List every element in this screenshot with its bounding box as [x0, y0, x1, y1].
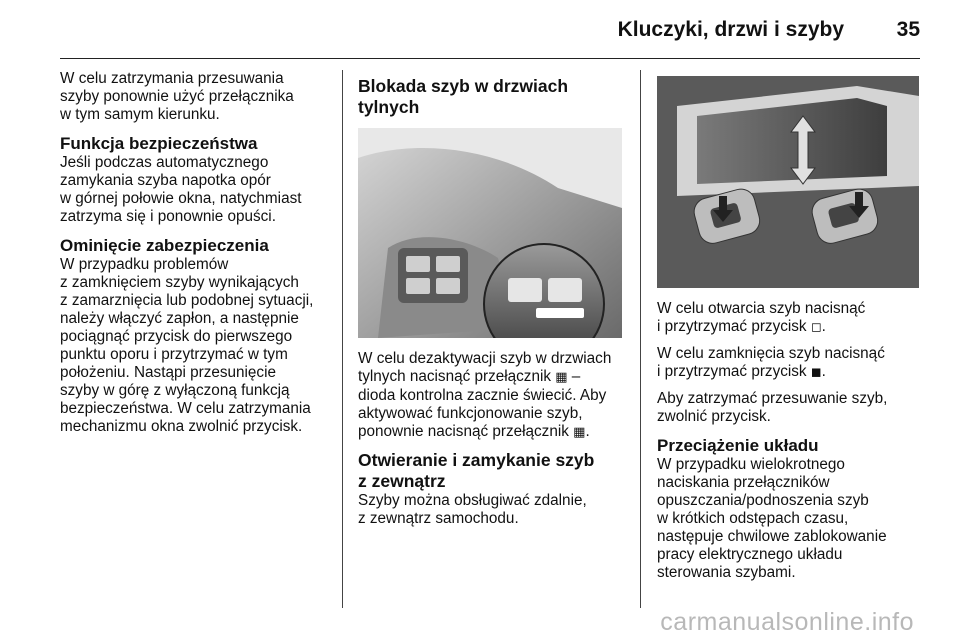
paragraph: W przypadku wielokrotnego naciskania przełączników opuszczania/podnoszenia szyb w krótkich odstępach czasu, następuje chwilowe zablokowanie pracy elektrycznego układu sterowania szybami. — [657, 456, 887, 581]
column-right — [657, 300, 922, 590]
paragraph: Jeśli podczas automatycznego zamykania szyba napotka opór w górnej połowie okna, natychmiast zatrzyma się i ponownie opuści. — [60, 154, 302, 225]
column-divider — [342, 70, 343, 608]
section-heading: Ominięcie zabezpieczenia — [60, 236, 269, 255]
watermark: carmanualsonline.info — [660, 608, 914, 636]
paragraph: W celu zamknięcia szyb nacisnąć i przytrzymać przycisk ◼. — [657, 345, 885, 380]
column-middle — [358, 76, 626, 124]
section-heading: Funkcja bezpieczeństwa — [60, 134, 258, 153]
paragraph-part: W celu otwarcia szyb nacisnąć i przytrzymać przycisk — [657, 300, 866, 335]
paragraph: W celu otwarcia szyb nacisnąć i przytrzymać przycisk ◻. — [657, 300, 866, 335]
window-remote-drawing — [657, 76, 919, 288]
page-header — [0, 0, 960, 58]
paragraph: Aby zatrzymać przesuwanie szyb, zwolnić przycisk. — [657, 390, 888, 425]
page-number: 35 — [896, 18, 920, 41]
column-left — [60, 70, 338, 444]
section-heading: Przeciążenie układu — [657, 436, 819, 455]
door-switch-illustration — [358, 128, 622, 338]
door-switch-drawing — [358, 128, 622, 338]
paragraph-part: . — [585, 423, 590, 440]
paragraph — [358, 350, 626, 442]
column-middle-text — [358, 350, 626, 536]
lock-key-icon: ◼ — [810, 365, 822, 380]
paragraph-part: W celu dezaktywacji szyb w drzwiach tylnych nacisnąć przełącznik — [358, 350, 612, 385]
header-divider — [60, 58, 920, 59]
paragraph: W celu zatrzymania przesuwania szyby ponownie użyć przełącznika w tym samym kierunku. — [60, 70, 294, 123]
column-divider — [640, 70, 641, 608]
section-heading: Otwieranie i zamykanie szyb z zewnątrz — [358, 450, 595, 491]
section-heading: Blokada szyb w drzwiach tylnych — [358, 76, 569, 117]
paragraph: W przypadku problemów z zamknięciem szyby wynikających z zamarznięcia lub podobnej sytuacji, należy włączyć zapłon, a następnie pociągnąć przycisk do pierwszego punktu oporu i przytrzymać w tym położeniu. Nastąpi przesunięcie szyby w górę z wyłączoną funkcją bezpieczeństwa. W celu zatrzymania mechanizmu okna zwolnić przycisk. — [60, 256, 314, 435]
paragraph-part: W celu zamknięcia szyb nacisnąć i przytrzymać przycisk — [657, 345, 885, 380]
paragraph: Szyby można obsługiwać zdalnie, z zewnątrz samochodu. — [358, 492, 587, 527]
paragraph-part: – dioda kontrolna zacznie świecić. Aby aktywować funkcjonowanie szyb, ponownie nacisnąć przełącznik — [358, 368, 607, 440]
window-remote-illustration — [657, 76, 919, 288]
unlock-key-icon: ◻ — [810, 320, 822, 335]
child-lock-window-icon: ▦ — [573, 425, 586, 440]
child-lock-window-icon: ▦ — [555, 370, 568, 385]
chapter-title: Kluczyki, drzwi i szyby — [617, 18, 844, 41]
